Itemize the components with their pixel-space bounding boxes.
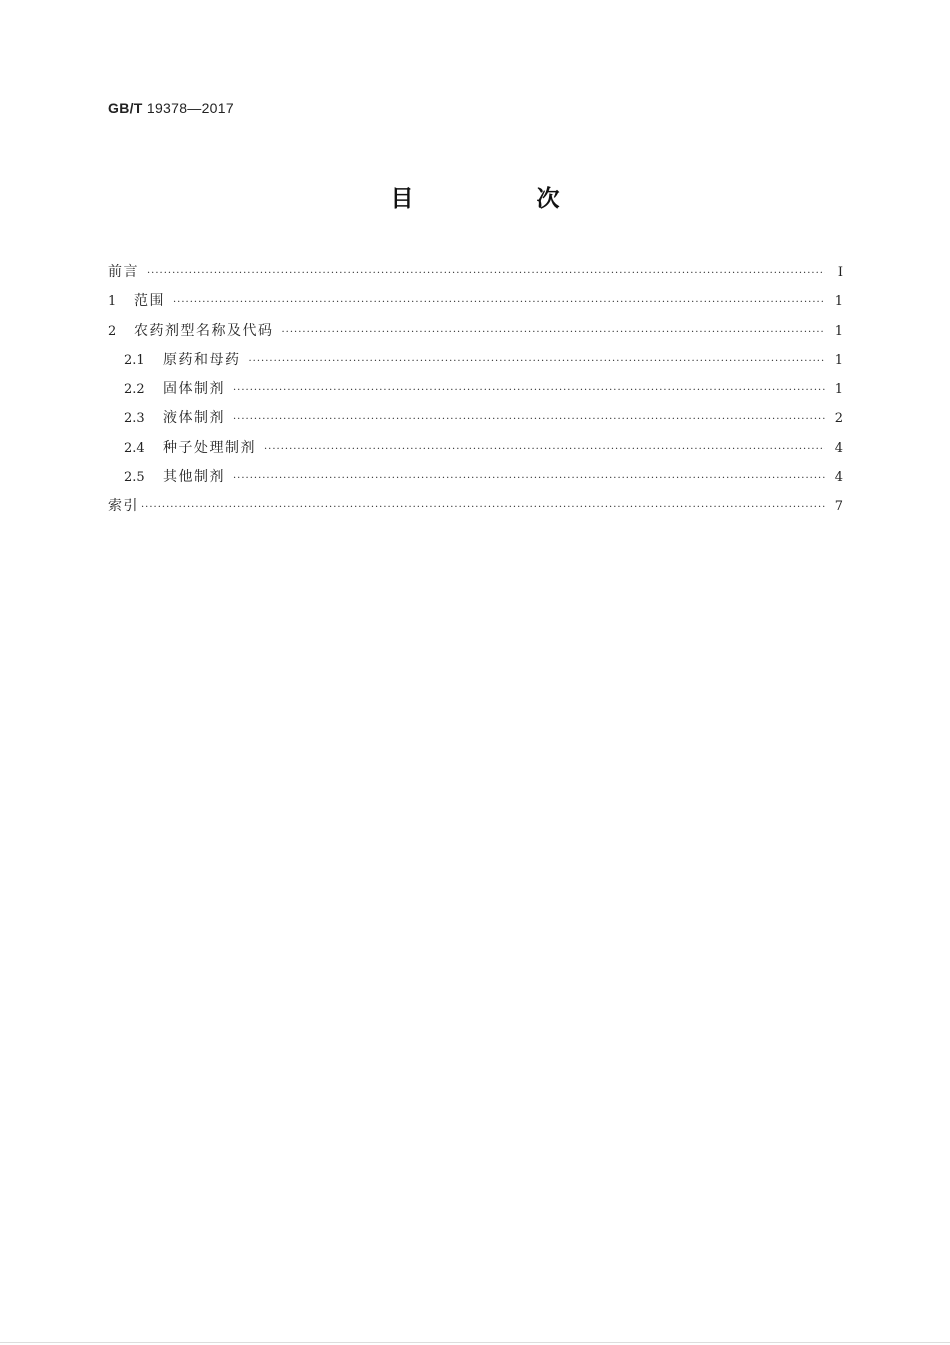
- toc-entry-2-5[interactable]: [108, 463, 843, 492]
- toc-dot-leader: [264, 435, 825, 464]
- standard-number: 19378—2017: [146, 100, 234, 116]
- toc-entry-label: 液体制剂: [163, 410, 225, 427]
- toc-page-number: 7: [834, 499, 843, 515]
- toc-section-number: 2.1: [124, 352, 145, 368]
- toc-entry-index[interactable]: [108, 492, 843, 521]
- toc-section-number: 2.3: [124, 411, 145, 427]
- toc-page-number: 4: [834, 440, 843, 456]
- toc-dot-leader: [282, 318, 826, 347]
- toc-entry-foreword[interactable]: [108, 258, 843, 287]
- toc-dot-leader: [233, 376, 825, 405]
- page-title: 目 次: [390, 186, 610, 212]
- toc-dot-leader: [141, 493, 825, 522]
- toc-page-number: 4: [834, 470, 843, 486]
- toc-entry-label: 范围: [134, 293, 165, 310]
- toc-entry-label: 农药剂型名称及代码: [134, 322, 274, 339]
- toc-entry-label: 种子处理制剂: [163, 439, 256, 456]
- toc-entry-2-4[interactable]: [108, 434, 843, 463]
- toc-entry-label: 索引: [108, 498, 139, 515]
- toc-entry-2-2[interactable]: [108, 375, 843, 404]
- toc-page-number: 1: [834, 382, 843, 398]
- toc-dot-leader: [233, 405, 825, 434]
- toc-section-number: 2.5: [124, 470, 145, 486]
- toc-entry-label: 前言: [108, 264, 139, 280]
- toc-section-number: 1: [108, 294, 117, 310]
- toc-entry-2-3[interactable]: [108, 404, 843, 433]
- toc-page-number: 2: [834, 411, 843, 427]
- toc-page-number: 1: [834, 323, 843, 339]
- toc-page-number: 1: [834, 294, 843, 310]
- toc-dot-leader: [147, 259, 825, 288]
- toc-dot-leader: [173, 288, 825, 317]
- toc-entry-scope[interactable]: [108, 287, 843, 316]
- toc-entry-formulation-names[interactable]: [108, 317, 843, 346]
- toc-dot-leader: [233, 464, 825, 493]
- toc-entry-label: 固体制剂: [163, 381, 225, 398]
- page-bottom-divider: [0, 1342, 950, 1343]
- toc-entry-2-1[interactable]: [108, 346, 843, 375]
- toc-section-number: 2: [108, 323, 117, 339]
- toc-page-number: Ⅰ: [837, 265, 843, 280]
- toc-section-number: 2.2: [124, 382, 145, 398]
- page-header: [108, 100, 234, 116]
- standard-code: GB/T: [108, 100, 143, 116]
- toc-page-number: 1: [834, 352, 843, 368]
- toc-section-number: 2.4: [124, 440, 145, 456]
- toc-entry-label: 其他制剂: [163, 469, 225, 486]
- toc-dot-leader: [249, 347, 826, 376]
- table-of-contents: [108, 258, 843, 522]
- toc-entry-label: 原药和母药: [163, 351, 241, 368]
